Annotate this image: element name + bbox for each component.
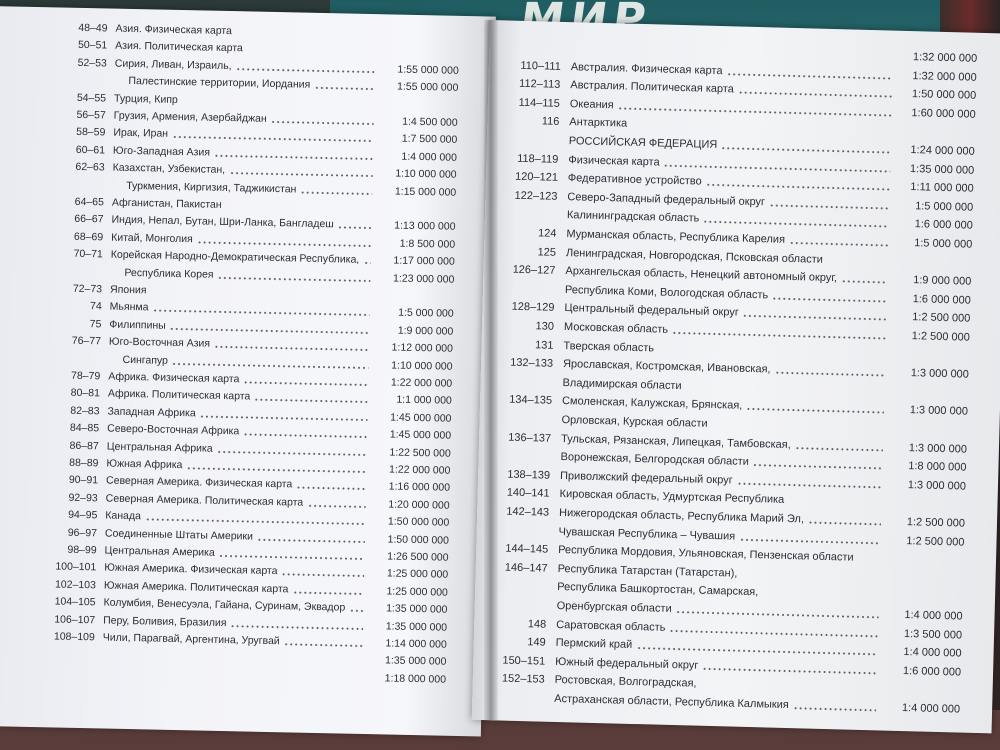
toc-page-number: 142–143 [506,505,550,519]
toc-page-number: 132–133 [510,356,554,370]
toc-map-scale: 1:2 500 000 [912,311,971,326]
toc-leader-dots [349,610,363,612]
toc-map-scale: 1:6 000 000 [902,664,962,679]
toc-map-scale: 1:8 000 000 [908,460,967,474]
toc-leader-dots [314,87,374,90]
toc-page-number: 84–85 [69,421,100,435]
toc-title: Афганистан, Пакистан [111,196,222,211]
toc-map-scale: 1:10 000 000 [395,167,457,181]
toc-map-scale: 1:5 000 000 [398,307,454,321]
toc-page-number: 96–97 [67,526,98,539]
toc-map-scale: 1:55 000 000 [397,63,459,77]
toc-map-scale: 1:24 000 000 [910,144,975,158]
toc-title: Республика Коми, Вологодская область [564,283,769,302]
toc-leader-dots [752,464,882,469]
toc-map-scale: 1:3 000 000 [910,367,970,381]
toc-leader-dots [172,136,373,142]
toc-page-number [0,264,103,266]
toc-page-number [0,72,107,74]
toc-title: Центральный федеральный округ [564,302,739,320]
toc-title: Ленинградская, Новгородская, Псковская области [565,246,824,266]
toc-map-scale: 1:3 000 000 [909,404,969,419]
toc-leader-dots [219,555,365,560]
toc-leader-dots [293,591,364,594]
toc-title: Нижегородская область, Республика Марий Эл, [558,506,805,526]
toc-leader-dots [153,310,370,317]
toc-page-number: 54–55 [76,91,107,105]
toc-page-number: 62–63 [75,161,105,174]
toc-leader-dots [284,643,363,647]
toc-title: Калининградская область [566,209,700,225]
toc-map-scale: 1:35 000 000 [909,162,975,177]
toc-page-number: 120–121 [514,170,559,185]
toc-leader-dots [337,227,371,230]
toc-map-scale: 1:45 000 000 [390,411,452,425]
toc-map-scale [889,385,969,387]
toc-page-number: 131 [534,338,554,352]
toc-title: Юго-Восточная Азия [108,335,211,350]
toc-page-number: 56–57 [76,108,106,122]
toc-map-scale [895,125,975,127]
toc-map-scale: 1:35 000 000 [384,654,447,669]
toc-leader-dots [793,707,876,711]
toc-title: Азия. Политическая карта [115,40,243,55]
toc-leader-dots [145,519,365,526]
toc-leader-dots [706,184,890,191]
toc-map-scale [884,571,964,573]
toc-leader-dots [236,68,375,73]
toc-page-number: 110–111 [520,59,561,73]
toc-map-scale: 1:45 000 000 [389,428,452,442]
toc-page-number: 48–49 [78,21,108,35]
toc-page-number: 130 [535,320,555,333]
toc-page-number: 144–145 [505,542,549,556]
toc-map-scale: 1:4 000 000 [401,150,458,164]
toc-leader-dots [257,538,365,542]
toc-title: Австралия. Политическая карта [570,79,735,96]
toc-title: Тверская область [563,339,655,354]
toc-map-scale: 1:20 000 000 [388,498,450,512]
toc-leader-dots [637,647,878,655]
toc-title: Африка. Политическая карта [107,387,251,403]
toc-map-scale: 1:3 000 000 [907,478,967,493]
toc-title: Пермский край [555,637,633,652]
toc-map-scale: 1:23 000 000 [392,272,455,286]
toc-page-number: 74 [89,300,102,313]
toc-page-number: 125 [537,245,557,259]
toc-map-scale: 1:10 000 000 [391,359,453,373]
toc-title: Колумбия, Венесуэла, Гайана, Суринам, Эквадор [103,596,346,614]
toc-map-scale: 1:4 000 000 [901,702,961,716]
toc-title: Северная Америка. Политическая карта [105,492,304,509]
toc-title: Юго-Западная Азия [112,144,211,159]
toc-title: Китай, Монголия [111,231,193,246]
toc-title: Сингапур [122,353,169,367]
toc-title: Туркмения, Киргизия, Таджикистан [126,179,297,196]
toc-title: Южный федеральный округ [555,655,699,672]
toc-page-number: 90–91 [68,474,99,487]
toc-title: РОССИЙСКАЯ ФЕДЕРАЦИЯ [568,135,718,151]
toc-page-number: 76–77 [71,334,102,348]
left-page [0,6,496,736]
toc-leader-dots [199,415,367,421]
toc-page-number: 98–99 [67,543,97,557]
toc-map-scale: 1:3 500 000 [903,627,963,642]
toc-title: Астраханская области, Республика Калмыкия [554,692,789,712]
toc-map-scale: 1:4 000 000 [903,646,962,660]
toc-title: Приволжский федеральный округ [559,469,733,487]
toc-leader-dots [703,221,889,228]
toc-title: Смоленская, Калужская, Брянская, [561,395,743,413]
toc-leader-dots [663,164,890,172]
toc-leader-dots [721,147,891,153]
toc-leader-dots [217,276,370,281]
toc-page-number: 92–93 [68,491,98,505]
toc-map-scale [380,28,460,30]
toc-map-scale: 1:26 500 000 [387,550,449,564]
toc-leader-dots [214,346,369,351]
right-page-contents [490,20,1000,716]
toc-title: Казахстан, Узбекистан, [112,161,226,177]
toc-page-number: 134–135 [509,394,553,408]
toc-title: Мурманская область, Республика Карелия [566,228,786,246]
toc-leader-dots [772,297,887,302]
toc-title: Северо-Западный федеральный округ [567,190,766,209]
toc-title: Республика Башкортостан, Самарская, [557,581,759,599]
toc-title: Северо-Восточная Африка [107,422,240,438]
toc-page-number: 114–115 [518,96,560,110]
toc-page-number: 136–137 [508,431,552,445]
toc-map-scale: 1:60 000 000 [911,106,976,121]
toc-map-scale: 1:32 000 000 [912,69,977,84]
toc-map-scale: 1:6 000 000 [914,218,973,233]
toc-title: Грузия, Армения, Азербайджан [113,109,267,125]
toc-page-number: 140–141 [506,486,550,501]
toc-map-scale: 1:5 000 000 [914,237,973,251]
toc-page-number: 68–69 [73,230,104,244]
toc-map-scale: 1:35 000 000 [386,602,448,616]
toc-map-scale [374,289,454,291]
toc-map-scale: 1:4 000 000 [904,609,963,623]
toc-title: Республика Мордовия, Ульяновская, Пензенская области [557,544,854,564]
book-gutter [484,20,498,720]
toc-leader-dots [243,381,368,386]
toc-title: Ростовская, Волгоградская, [554,674,697,691]
toc-leader-dots [769,204,889,209]
toc-title: Япония [109,283,147,297]
toc-page-number: 70–71 [73,247,103,261]
toc-leader-dots [217,450,367,455]
toc-title: Палестинские территории, Иордания [128,75,311,91]
toc-leader-dots [618,107,892,116]
toc-title: Республика Корея [124,266,214,281]
toc-map-scale: 1:2 500 000 [906,516,966,530]
toc-title: Корейская Народно-Демократическая Республика, [110,248,360,266]
toc-page-number: 118–119 [517,152,559,166]
toc-page-number: 108–109 [53,630,95,644]
toc-map-scale: 1:5 000 000 [914,199,974,214]
toc-map-scale: 1:35 000 000 [385,620,448,634]
toc-page-number: 106–107 [54,613,96,626]
toc-title: Чувашская Республика – Чувашия [558,525,736,543]
toc-page-number: 60–61 [75,143,106,157]
toc-page-number: 146–147 [504,561,548,575]
toc-map-scale: 1:11 000 000 [910,181,974,195]
toc-title: Владимирская области [562,376,682,392]
toc-leader-dots [795,447,883,451]
toc-title: Северная Америка. Физическая карта [105,474,293,491]
toc-leader-dots [808,521,881,525]
toc-leader-dots [243,434,367,439]
toc-title: Физическая карта [568,153,660,169]
toc-leader-dots [169,328,369,334]
toc-map-scale [892,255,972,257]
toc-leader-dots [672,332,886,340]
toc-page-number [0,664,94,666]
toc-page-number [0,646,95,648]
toc-map-scale [883,590,963,592]
toc-map-scale [376,202,456,204]
toc-page-number: 116 [541,115,560,129]
toc-leader-dots [364,262,371,264]
toc-leader-dots [738,92,892,98]
toc-page-number: 104–105 [54,595,96,609]
toc-title: Республика Татарстан (Татарстан), [557,562,738,580]
toc-page-number: 122–123 [514,189,558,203]
toc-title: Ярославская, Костромская, Ивановская, [562,358,771,376]
toc-page-number: 102–103 [54,578,97,592]
toc-leader-dots [296,487,366,490]
toc-map-scale: 1:4 500 000 [402,115,458,129]
toc-map-scale: 1:9 000 000 [913,274,972,288]
toc-map-scale [884,553,964,555]
toc-map-scale: 1:50 000 000 [387,533,450,547]
toc-title: Ирак, Иран [113,127,169,141]
toc-page-number: 100–101 [55,560,97,574]
toc-title: Воронежская, Белгородская области [560,451,750,469]
toc-leader-dots [300,191,372,195]
toc-title: Соединенные Штаты Америки [104,527,254,543]
toc-leader-dots [676,611,879,618]
toc-map-scale: 1:50 000 000 [911,88,977,102]
toc-leader-dots [172,362,369,368]
toc-title: Кировская область, Удмуртская Республика [559,488,785,507]
toc-title: Индия, Непал, Бутан, Шри-Ланка, Бангладеш [111,213,334,231]
toc-title: Перу, Боливия, Бразилия [103,614,227,629]
toc-map-scale: 1:13 000 000 [394,219,456,234]
toc-map-scale: 1:22 000 000 [388,463,451,477]
toc-leader-dots [737,482,882,488]
toc-title: Архангельская область, Ненецкий автономный округ, [565,265,838,285]
toc-leader-dots [230,625,363,630]
toc-page-number: 75 [89,317,102,331]
left-page-contents [0,6,496,686]
toc-title: Западная Африка [107,405,196,420]
toc-title: Австралия. Физическая карта [570,60,723,77]
toc-leader-dots [197,241,371,247]
toc-page-number [489,40,561,42]
toc-map-scale: 1:14 000 000 [385,637,447,651]
toc-map-scale [886,497,966,499]
toc-page-number: 82–83 [70,404,100,418]
toc-map-scale: 1:15 000 000 [394,185,457,199]
toc-leader-dots [214,155,373,160]
toc-leader-dots [775,372,885,377]
toc-map-scale: 1:1 000 000 [396,393,452,408]
toc-page-number [0,177,104,179]
toc-title: Антарктика [569,116,628,131]
toc-page-number: 52–53 [77,56,107,70]
toc-page-number: 66–67 [74,213,104,226]
toc-map-scale: 1:12 000 000 [391,341,454,355]
toc-page-number: 149 [527,636,546,649]
toc-map-scale: 1:25 000 000 [386,567,449,582]
toc-map-scale [888,423,968,425]
toc-page-number: 72–73 [72,282,103,296]
toc-map-scale: 1:3 000 000 [908,441,968,456]
toc-title: Орловская, Курская области [561,414,708,430]
toc-title: Тульская, Рязанская, Липецкая, Тамбовская, [560,432,791,451]
toc-title: Мьянма [109,300,149,314]
toc-title: Южная Америка. Физическая карта [104,561,278,578]
toc-title: Канада [105,509,142,523]
toc-title: Федеративное устройство [567,172,702,188]
toc-page-number: 126–127 [512,263,556,277]
toc-page-number: 94–95 [68,508,98,522]
toc-map-scale: 1:18 000 000 [384,672,447,686]
toc-map-scale [378,98,458,100]
toc-title: Московская область [563,321,669,336]
toc-title: Чили, Парагвай, Аргентина, Уругвай [102,631,280,648]
toc-map-scale: 1:9 000 000 [397,324,454,338]
toc-page-number: 138–139 [507,468,551,482]
toc-leader-dots [841,280,887,283]
toc-leader-dots [727,73,893,79]
toc-leader-dots [746,408,884,414]
toc-map-scale: 1:6 000 000 [912,292,971,307]
toc-map-scale: 1:22 500 000 [389,446,451,460]
toc-title: Азия. Физическая карта [115,22,233,38]
toc-leader-dots [739,538,880,544]
toc-leader-dots [742,315,886,321]
toc-title: Саратовская область [556,618,666,634]
toc-leader-dots [254,399,368,403]
toc-leader-dots [669,629,878,636]
toc-map-scale: 1:8 500 000 [399,237,456,251]
toc-title: Южная Африка [106,457,183,472]
toc-title: Сирия, Ливан, Израиль, [114,57,232,72]
toc-map-scale: 1:17 000 000 [393,254,455,268]
toc-page-number [0,351,101,353]
toc-title: Филиппины [109,318,166,332]
toc-page-number: 88–89 [69,456,99,470]
toc-map-scale: 1:22 000 000 [390,376,453,390]
toc-map-scale: 1:2 500 000 [911,330,971,344]
toc-map-scale [890,348,970,350]
toc-page-number: 80–81 [70,387,101,400]
toc-page-number: 58–59 [76,126,106,139]
toc-page-number: 86–87 [69,439,99,452]
toc-page-number: 112–113 [518,77,561,92]
toc-map-scale: 1:50 000 000 [387,515,450,529]
toc-page-number: 152–153 [501,672,545,687]
toc-map-scale [379,46,459,48]
right-page [472,20,1000,733]
toc-map-scale [881,683,961,685]
toc-title: Турция, Кипр [113,92,178,106]
toc-page-number: 78–79 [70,369,101,383]
toc-page-number: 150–151 [502,654,546,668]
toc-leader-dots [702,668,877,675]
toc-leader-dots [271,121,374,125]
toc-title: Океания [569,97,614,112]
toc-leader-dots [230,172,373,177]
toc-map-scale: 1:32 000 000 [912,51,978,65]
toc-page-number: 148 [527,617,547,631]
toc-map-scale: 1:25 000 000 [386,585,448,599]
toc-leader-dots [308,505,366,508]
toc-title: Оренбургская области [556,599,672,615]
toc-title: Южная Америка. Политическая карта [103,579,289,596]
toc-map-scale: 1:7 500 000 [401,133,458,147]
toc-page-number: 64–65 [74,195,105,209]
toc-page-number: 128–129 [511,301,555,315]
toc-title: Центральная Америка [104,544,215,559]
toc-title: Центральная Африка [106,440,213,455]
toc-title: Африка. Физическая карта [108,370,240,386]
toc-map-scale: 1:2 500 000 [906,534,965,549]
toc-page-number: 124 [537,227,557,240]
toc-leader-dots [281,574,364,578]
toc-map-scale: 1:16 000 000 [388,480,451,495]
toc-page-number: 50–51 [77,39,108,52]
toc-leader-dots [789,242,888,247]
toc-map-scale: 1:55 000 000 [396,80,459,95]
toc-leader-dots [186,467,366,473]
